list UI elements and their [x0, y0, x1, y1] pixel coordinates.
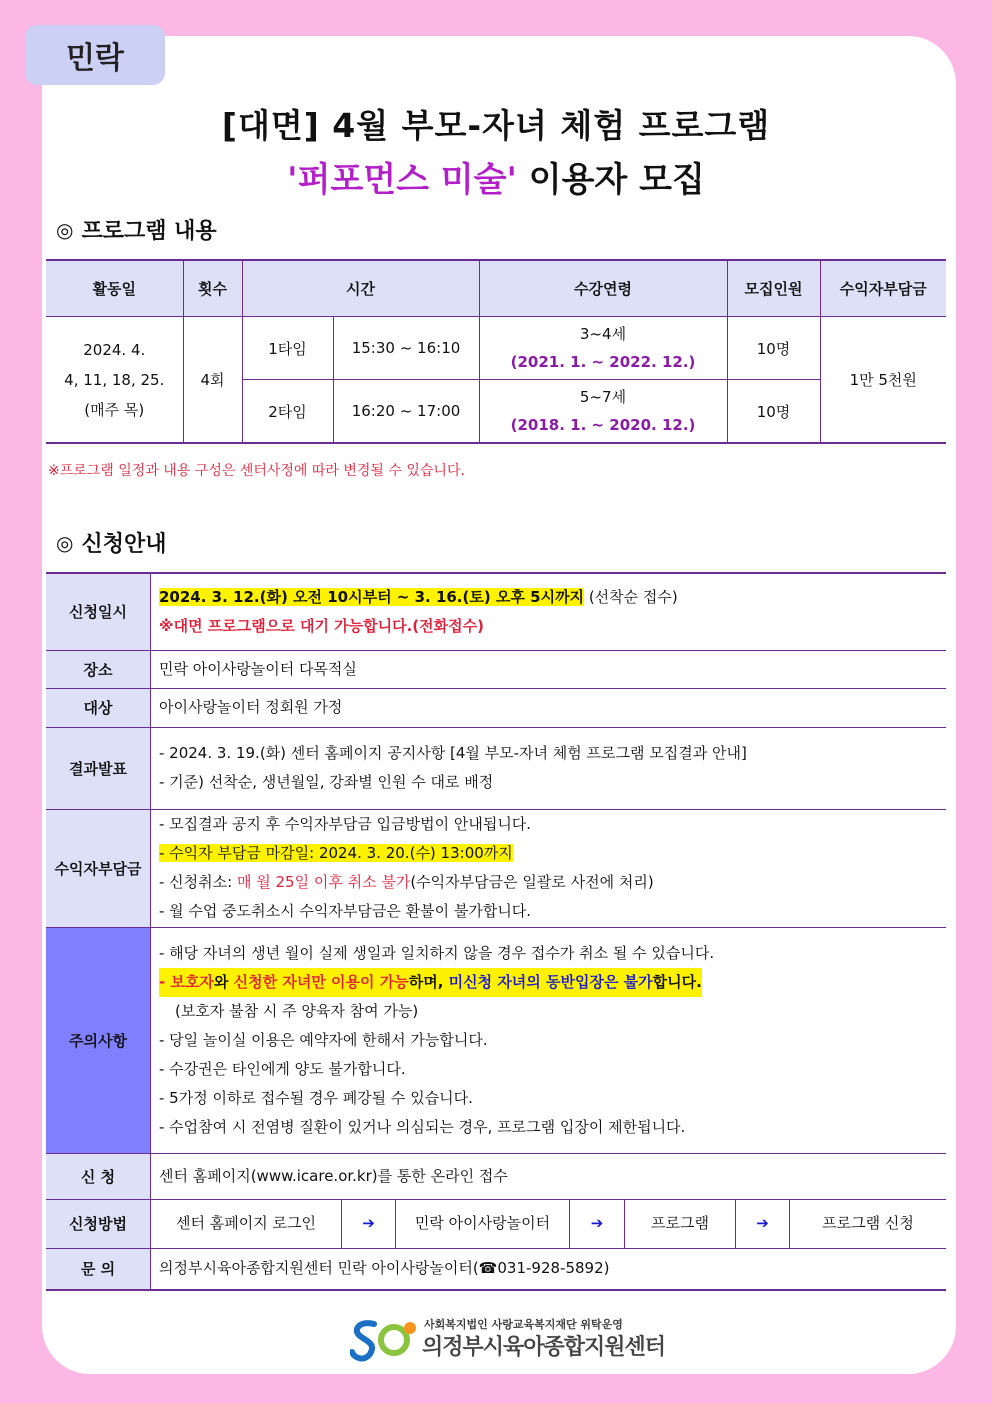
table-row	[46, 317, 946, 380]
target-value: 아이사랑놀이터 정회원 가정	[151, 688, 947, 727]
row-method	[46, 1199, 946, 1248]
caution-text: 합니다.	[652, 972, 702, 991]
caution-line: - 해당 자녀의 생년 월이 실제 생일과 일치하지 않을 경우 접수가 취소 될 수 있습니다.	[159, 943, 715, 962]
caution-dash: -	[159, 972, 171, 991]
contact-value: 의정부시육아종합지원센터 민락 아이사랑놀이터(☎031-928-5892)	[151, 1248, 947, 1290]
header-capacity: 모집인원	[727, 260, 820, 317]
caution-text: 와	[213, 972, 234, 991]
apply-period-suffix: (선착순 접수)	[584, 587, 678, 606]
age-range: 5~7세	[579, 388, 627, 406]
fee-amount: 1만 5천원	[820, 317, 946, 444]
apply-value: 센터 홈페이지(www.icare.or.kr)를 통한 온라인 접수	[151, 1153, 947, 1199]
arrow-right-icon: ➔	[570, 1200, 625, 1248]
caution-highlight	[159, 968, 702, 997]
operator-text: 사회복지법인 사랑교육복지재단 위탁운영	[424, 1318, 623, 1331]
caution-no-siblings: 미신청 자녀의 동반입장은 불가	[448, 972, 653, 991]
fee-line: - 월 수업 중도취소시 수익자부담금은 환불이 불가합니다.	[159, 902, 532, 920]
birth-range: (2021. 1. ~ 2022. 12.)	[510, 353, 696, 371]
row-contact	[46, 1248, 946, 1290]
header-age: 수강연령	[479, 260, 727, 317]
place-value: 민락 아이사랑놀이터 다목적실	[151, 650, 947, 688]
center-name: 의정부시육아종합지원센터	[422, 1335, 666, 1360]
step-playground: 민락 아이사랑놀이터	[396, 1200, 570, 1248]
age-cell	[479, 317, 727, 380]
step-login: 센터 홈페이지 로그인	[151, 1200, 342, 1248]
caution-line: (보호자 불참 시 주 양육자 참여 가능)	[175, 1001, 419, 1020]
fee-line: - 모집결과 공지 후 수익자부담금 입금방법이 안내됩니다.	[159, 815, 532, 833]
method-steps	[151, 1199, 947, 1248]
caution-content	[151, 927, 947, 1153]
label-caution: 주의사항	[46, 927, 151, 1153]
center-logo-icon	[350, 1314, 420, 1364]
capacity: 10명	[727, 317, 820, 380]
row-caution	[46, 927, 946, 1153]
label-place: 장소	[46, 650, 151, 688]
program-name: '퍼포먼스 미술'	[287, 160, 517, 200]
fee-deadline: - 수익자 부담금 마감일: 2024. 3. 20.(수) 13:00까지	[159, 844, 513, 862]
center-logo	[350, 1314, 690, 1364]
slot-label: 1타임	[242, 317, 333, 380]
section-apply-heading	[56, 527, 166, 558]
apply-period: 2024. 3. 12.(화) 오전 10시부터 ~ 3. 16.(토) 오후 5시까지	[159, 587, 585, 606]
date-line: 4, 11, 18, 25.	[64, 370, 165, 389]
caution-line: - 5가정 이하로 접수될 경우 폐강될 수 있습니다.	[159, 1088, 473, 1107]
row-place	[46, 650, 946, 688]
page-title-line1: [대면] 4월 부모-자녀 체험 프로그램	[221, 106, 771, 145]
branch-tag: 민락	[25, 25, 165, 85]
slot-time: 16:20 ~ 17:00	[333, 380, 479, 444]
row-apply-date	[46, 573, 946, 650]
step-apply: 프로그램 신청	[822, 1214, 914, 1232]
capacity: 10명	[727, 380, 820, 444]
slot-time: 15:30 ~ 16:10	[333, 317, 479, 380]
arrow-right-icon: ➔	[736, 1200, 790, 1248]
schedule-note: ※프로그램 일정과 내용 구성은 센터사정에 따라 변경될 수 있습니다.	[48, 463, 465, 479]
header-fee: 수익자부담금	[820, 260, 946, 317]
caution-text: 하며,	[408, 972, 449, 991]
header-time: 시간	[242, 260, 479, 317]
date-line: (매주 목)	[84, 400, 145, 419]
result-line: - 2024. 3. 19.(화) 센터 홈페이지 공지사항 [4월 부모-자녀 체험 프로그램 모집결과 안내]	[159, 744, 747, 762]
apply-info-table	[46, 572, 946, 1291]
label-target: 대상	[46, 688, 151, 727]
fee-cancel-rule: 매 월 25일 이후 취소 불가	[236, 873, 411, 891]
label-result: 결과발표	[46, 727, 151, 809]
bullseye-icon: ◎	[56, 530, 74, 555]
arrow-right-icon: ➔	[342, 1200, 396, 1248]
apply-date-content	[151, 573, 947, 650]
age-range: 3~4세	[579, 325, 627, 343]
row-fee	[46, 809, 946, 927]
row-target	[46, 688, 946, 727]
waitlist-note: ※대면 프로그램으로 대기 가능합니다.(전화접수)	[159, 616, 484, 635]
activity-date	[46, 317, 183, 444]
page-title-line2	[0, 152, 992, 201]
section-program-heading	[56, 214, 217, 245]
label-apply: 신 청	[46, 1153, 151, 1199]
bullseye-icon: ◎	[56, 217, 74, 242]
result-content	[151, 727, 947, 809]
step-program: 프로그램	[625, 1200, 736, 1248]
age-cell	[479, 380, 727, 444]
caution-guardian: 보호자	[170, 972, 214, 991]
caution-line: - 수강권은 타인에게 양도 불가합니다.	[159, 1059, 406, 1078]
session-count: 4회	[183, 317, 242, 444]
caution-line: - 당일 놀이실 이용은 예약자에 한해서 가능합니다.	[159, 1030, 488, 1049]
program-table	[46, 259, 946, 444]
section-program-label: 프로그램 내용	[81, 219, 217, 244]
fee-content	[151, 809, 947, 927]
label-fee: 수익자부담금	[46, 809, 151, 927]
birth-range: (2018. 1. ~ 2020. 12.)	[510, 416, 696, 434]
row-result	[46, 727, 946, 809]
row-apply	[46, 1153, 946, 1199]
fee-cancel-suffix: (수익자부담금은 일괄로 사전에 처리)	[410, 873, 654, 891]
method-steps-row	[151, 1200, 946, 1248]
label-contact: 문 의	[46, 1248, 151, 1290]
section-apply-label: 신청안내	[81, 532, 167, 557]
caution-line: - 수업참여 시 전염병 질환이 있거나 의심되는 경우, 프로그램 입장이 제한됩니다.	[159, 1117, 686, 1136]
slot-label: 2타임	[242, 380, 333, 444]
fee-cancel-prefix: - 신청취소:	[159, 873, 237, 891]
table-header-row	[46, 260, 946, 317]
caution-only-applicants: 신청한 자녀만 이용이 가능	[233, 972, 409, 991]
label-apply-date: 신청일시	[46, 573, 151, 650]
result-line: - 기준) 선착순, 생년월일, 강좌별 인원 수 대로 배정	[159, 773, 494, 791]
header-count: 횟수	[183, 260, 242, 317]
header-date: 활동일	[46, 260, 183, 317]
date-line: 2024. 4.	[83, 340, 146, 359]
title-suffix: 이용자 모집	[516, 160, 705, 200]
label-method: 신청방법	[46, 1199, 151, 1248]
